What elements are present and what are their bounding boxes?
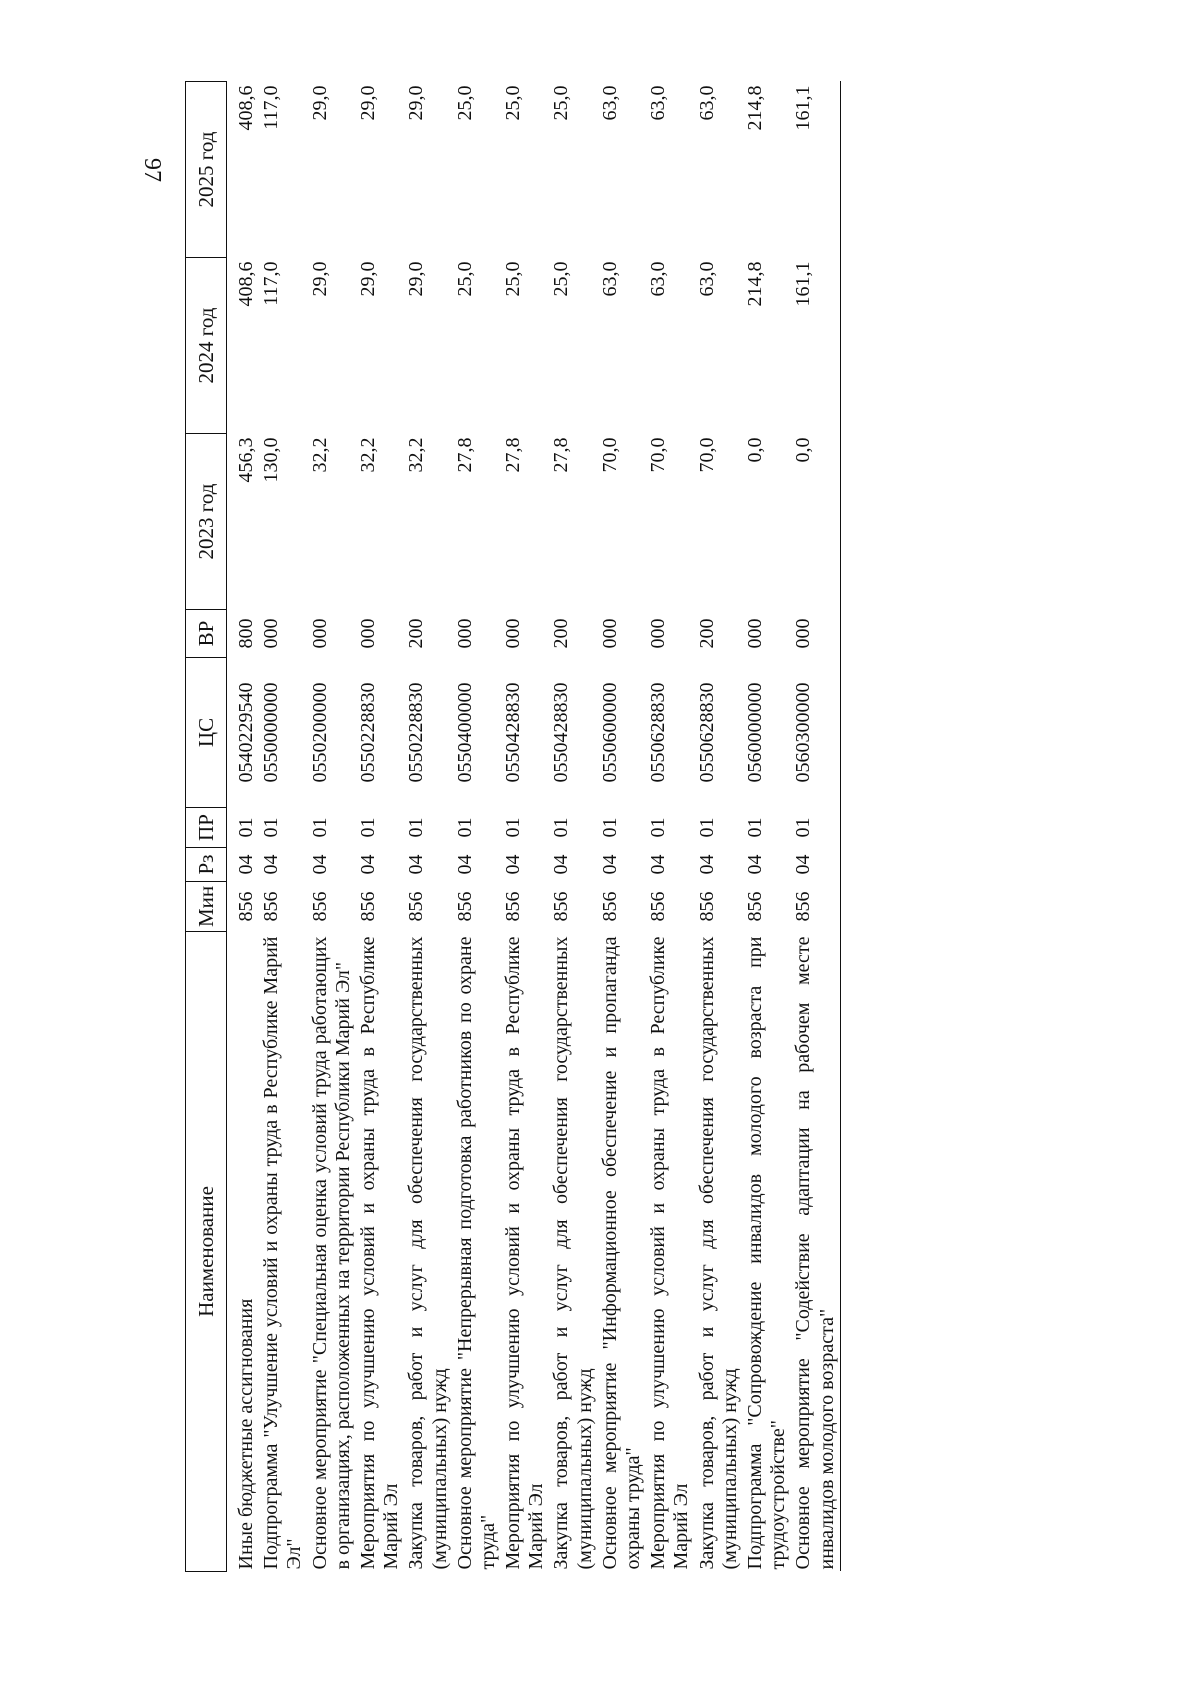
cell-y2025: 408,6 — [235, 85, 257, 131]
cell-pr: 01 — [453, 817, 476, 838]
cell-pr: 01 — [502, 817, 525, 838]
cell-min: 856 — [405, 891, 428, 922]
cell-rz: 04 — [695, 854, 718, 875]
cell-y2023: 32,2 — [356, 437, 379, 473]
cell-y2024: 29,0 — [405, 261, 428, 297]
cell-y2025: 25,0 — [453, 85, 476, 121]
cell-y2025: 25,0 — [550, 85, 573, 121]
cell-y2024: 29,0 — [308, 261, 331, 297]
cell-min: 856 — [598, 891, 621, 922]
cell-pr: 01 — [743, 817, 766, 838]
cell-cs: 0560300000 — [791, 658, 840, 808]
cell-y2025: 29,0 — [356, 85, 379, 121]
cell-vr: 000 — [502, 618, 525, 649]
cell-name: Мероприятия по улучшению условий и охраны труда в Республике Марий Эл — [356, 936, 403, 1570]
cell-min: 856 — [260, 891, 283, 922]
cell-cs: 0550600000 — [598, 682, 621, 783]
cell-rz: 04 — [260, 854, 283, 875]
cell-name: Подпрограмма "Сопровождение инвалидов молодого возраста при трудоустройстве" — [743, 936, 790, 1570]
table-row — [453, 82, 501, 1572]
header-2025: 2025 год — [186, 82, 227, 258]
cell-min: 856 — [647, 891, 670, 922]
cell-y2023: 32,2 — [308, 437, 331, 473]
cell-y2023: 27,8 — [550, 437, 573, 473]
cell-vr: 000 — [453, 618, 476, 649]
cell-y2024: 25,0 — [453, 261, 476, 297]
table-row — [404, 82, 452, 1572]
cell-rz: 04 — [405, 854, 428, 875]
cell-rz: 04 — [550, 854, 573, 875]
header-2024: 2024 год — [186, 258, 227, 434]
table-row — [259, 82, 307, 1572]
cell-min: 856 — [235, 891, 257, 922]
cell-rz: 04 — [598, 854, 621, 875]
cell-name: Закупка товаров, работ и услуг для обеспечения государственных (муниципальных) нужд — [405, 936, 451, 1570]
cell-rz: 04 — [453, 854, 476, 875]
cell-name: Мероприятия по улучшению условий и охраны труда в Республике Марий Эл — [647, 936, 693, 1570]
cell-y2024: 214,8 — [743, 261, 766, 307]
cell-y2025: 25,0 — [502, 85, 525, 121]
cell-name: Основное мероприятие "Информационное обеспечение и пропаганда охраны труда" — [598, 936, 644, 1570]
cell-vr: 000 — [647, 618, 670, 649]
cell-cs: 0550200000 — [308, 682, 331, 783]
cell-pr: 01 — [235, 817, 257, 838]
cell-y2024: 63,0 — [647, 261, 670, 297]
table-row — [501, 82, 549, 1572]
cell-pr: 01 — [550, 817, 573, 838]
table-row — [308, 82, 356, 1572]
cell-pr: 01 — [356, 817, 379, 838]
cell-vr: 200 — [405, 618, 428, 649]
cell-cs: 0560000000 — [743, 682, 766, 783]
cell-min: 856 — [550, 891, 573, 922]
cell-min: 856 — [791, 882, 840, 932]
cell-rz: 04 — [647, 854, 670, 875]
cell-vr: 000 — [791, 610, 840, 658]
table-row — [598, 82, 646, 1572]
table-row — [549, 82, 597, 1572]
cell-y2023: 70,0 — [647, 437, 670, 473]
cell-name: Основное мероприятие "Непрерывная подготовка работников по охране труда" — [453, 936, 499, 1570]
cell-y2023: 70,0 — [695, 437, 718, 473]
cell-y2025: 29,0 — [405, 85, 428, 121]
cell-min: 856 — [453, 891, 476, 922]
cell-vr: 000 — [356, 618, 379, 649]
cell-rz: 04 — [308, 854, 331, 875]
cell-name: Мероприятия по улучшению условий и охраны труда в Республике Марий Эл — [502, 936, 548, 1570]
cell-y2025: 117,0 — [260, 85, 283, 130]
cell-y2023: 456,3 — [235, 437, 257, 483]
cell-y2024: 63,0 — [598, 261, 621, 297]
cell-min: 856 — [502, 891, 525, 922]
table-body — [227, 82, 841, 1572]
cell-vr: 000 — [743, 618, 766, 649]
header-cs: ЦС — [186, 658, 227, 808]
cell-name: Подпрограмма "Улучшение условий и охраны труда в Республике Марий Эл" — [260, 936, 306, 1570]
cell-y2023: 0,0 — [791, 434, 840, 610]
cell-min: 856 — [695, 891, 718, 922]
cell-y2024: 25,0 — [502, 261, 525, 297]
header-min: Мин — [186, 882, 227, 932]
cell-y2023: 130,0 — [260, 437, 283, 483]
table-row — [646, 82, 694, 1572]
cell-rz: 04 — [743, 854, 766, 875]
header-2023: 2023 год — [186, 434, 227, 610]
cell-y2025: 63,0 — [598, 85, 621, 121]
cell-y2025: 161,1 — [791, 82, 840, 258]
cell-y2023: 70,0 — [598, 437, 621, 473]
cell-y2025: 214,8 — [743, 85, 766, 131]
cell-vr: 800 — [235, 618, 257, 649]
cell-cs: 0550428830 — [502, 682, 525, 783]
cell-min: 856 — [743, 891, 766, 922]
cell-y2024: 25,0 — [550, 261, 573, 297]
cell-rz: 04 — [791, 848, 840, 882]
cell-y2025: 29,0 — [308, 85, 331, 121]
cell-cs: 0550628830 — [695, 682, 718, 783]
table-row — [695, 82, 743, 1572]
cell-name: Основное мероприятие "Специальная оценка условий труда работающих в организациях, расположенных на территории Республики Марий Эл" — [308, 936, 354, 1570]
table-row — [356, 82, 404, 1572]
cell-cs: 0550228830 — [405, 682, 428, 783]
cell-vr: 200 — [550, 618, 573, 649]
cell-y2025: 63,0 — [647, 85, 670, 121]
cell-y2023: 27,8 — [502, 437, 525, 473]
cell-pr: 01 — [791, 808, 840, 848]
cell-y2023: 0,0 — [743, 437, 766, 463]
header-name: Наименование — [186, 932, 227, 1572]
cell-cs: 0550000000 — [260, 682, 283, 783]
cell-name: Основное мероприятие "Содействие адаптации на рабочем месте инвалидов молодого возраста" — [791, 932, 840, 1572]
cell-vr: 000 — [260, 618, 283, 649]
cell-cs: 0550228830 — [356, 682, 379, 783]
cell-vr: 000 — [308, 618, 331, 649]
cell-name: Закупка товаров, работ и услуг для обеспечения государственных (муниципальных) нужд — [550, 936, 596, 1570]
cell-pr: 01 — [598, 817, 621, 838]
cell-y2023: 32,2 — [405, 437, 428, 473]
cell-vr: 200 — [695, 618, 718, 649]
cell-y2025: 63,0 — [695, 85, 718, 121]
cell-name: Закупка товаров, работ и услуг для обеспечения государственных (муниципальных) нужд — [695, 936, 741, 1570]
cell-pr: 01 — [695, 817, 718, 838]
cell-cs: 0550428830 — [550, 682, 573, 783]
cell-vr: 000 — [598, 618, 621, 649]
cell-pr: 01 — [308, 817, 331, 838]
cell-y2023: 27,8 — [453, 437, 476, 473]
header-rz: Рз — [186, 848, 227, 882]
table-row — [791, 82, 840, 1572]
table-row — [227, 82, 260, 1572]
cell-cs: 0540229540 — [235, 682, 257, 783]
cell-y2024: 117,0 — [260, 261, 283, 306]
cell-pr: 01 — [405, 817, 428, 838]
table-row — [743, 82, 791, 1572]
cell-y2024: 29,0 — [356, 261, 379, 297]
cell-cs: 0550628830 — [647, 682, 670, 783]
cell-name: Иные бюджетные ассигнования — [235, 1298, 257, 1570]
cell-y2024: 161,1 — [791, 258, 840, 434]
cell-rz: 04 — [502, 854, 525, 875]
cell-y2024: 63,0 — [695, 261, 718, 297]
cell-min: 856 — [308, 891, 331, 922]
header-pr: ПР — [186, 808, 227, 848]
budget-table — [185, 81, 841, 1572]
cell-pr: 01 — [647, 817, 670, 838]
page-number: 97 — [139, 158, 166, 182]
cell-cs: 0550400000 — [453, 682, 476, 783]
cell-rz: 04 — [356, 854, 379, 875]
header-vr: ВР — [186, 610, 227, 658]
cell-rz: 04 — [235, 854, 257, 875]
rotated-table-container — [185, 82, 895, 1572]
cell-y2024: 408,6 — [235, 261, 257, 307]
cell-pr: 01 — [260, 817, 283, 838]
table-header — [186, 82, 227, 1572]
cell-min: 856 — [356, 891, 379, 922]
